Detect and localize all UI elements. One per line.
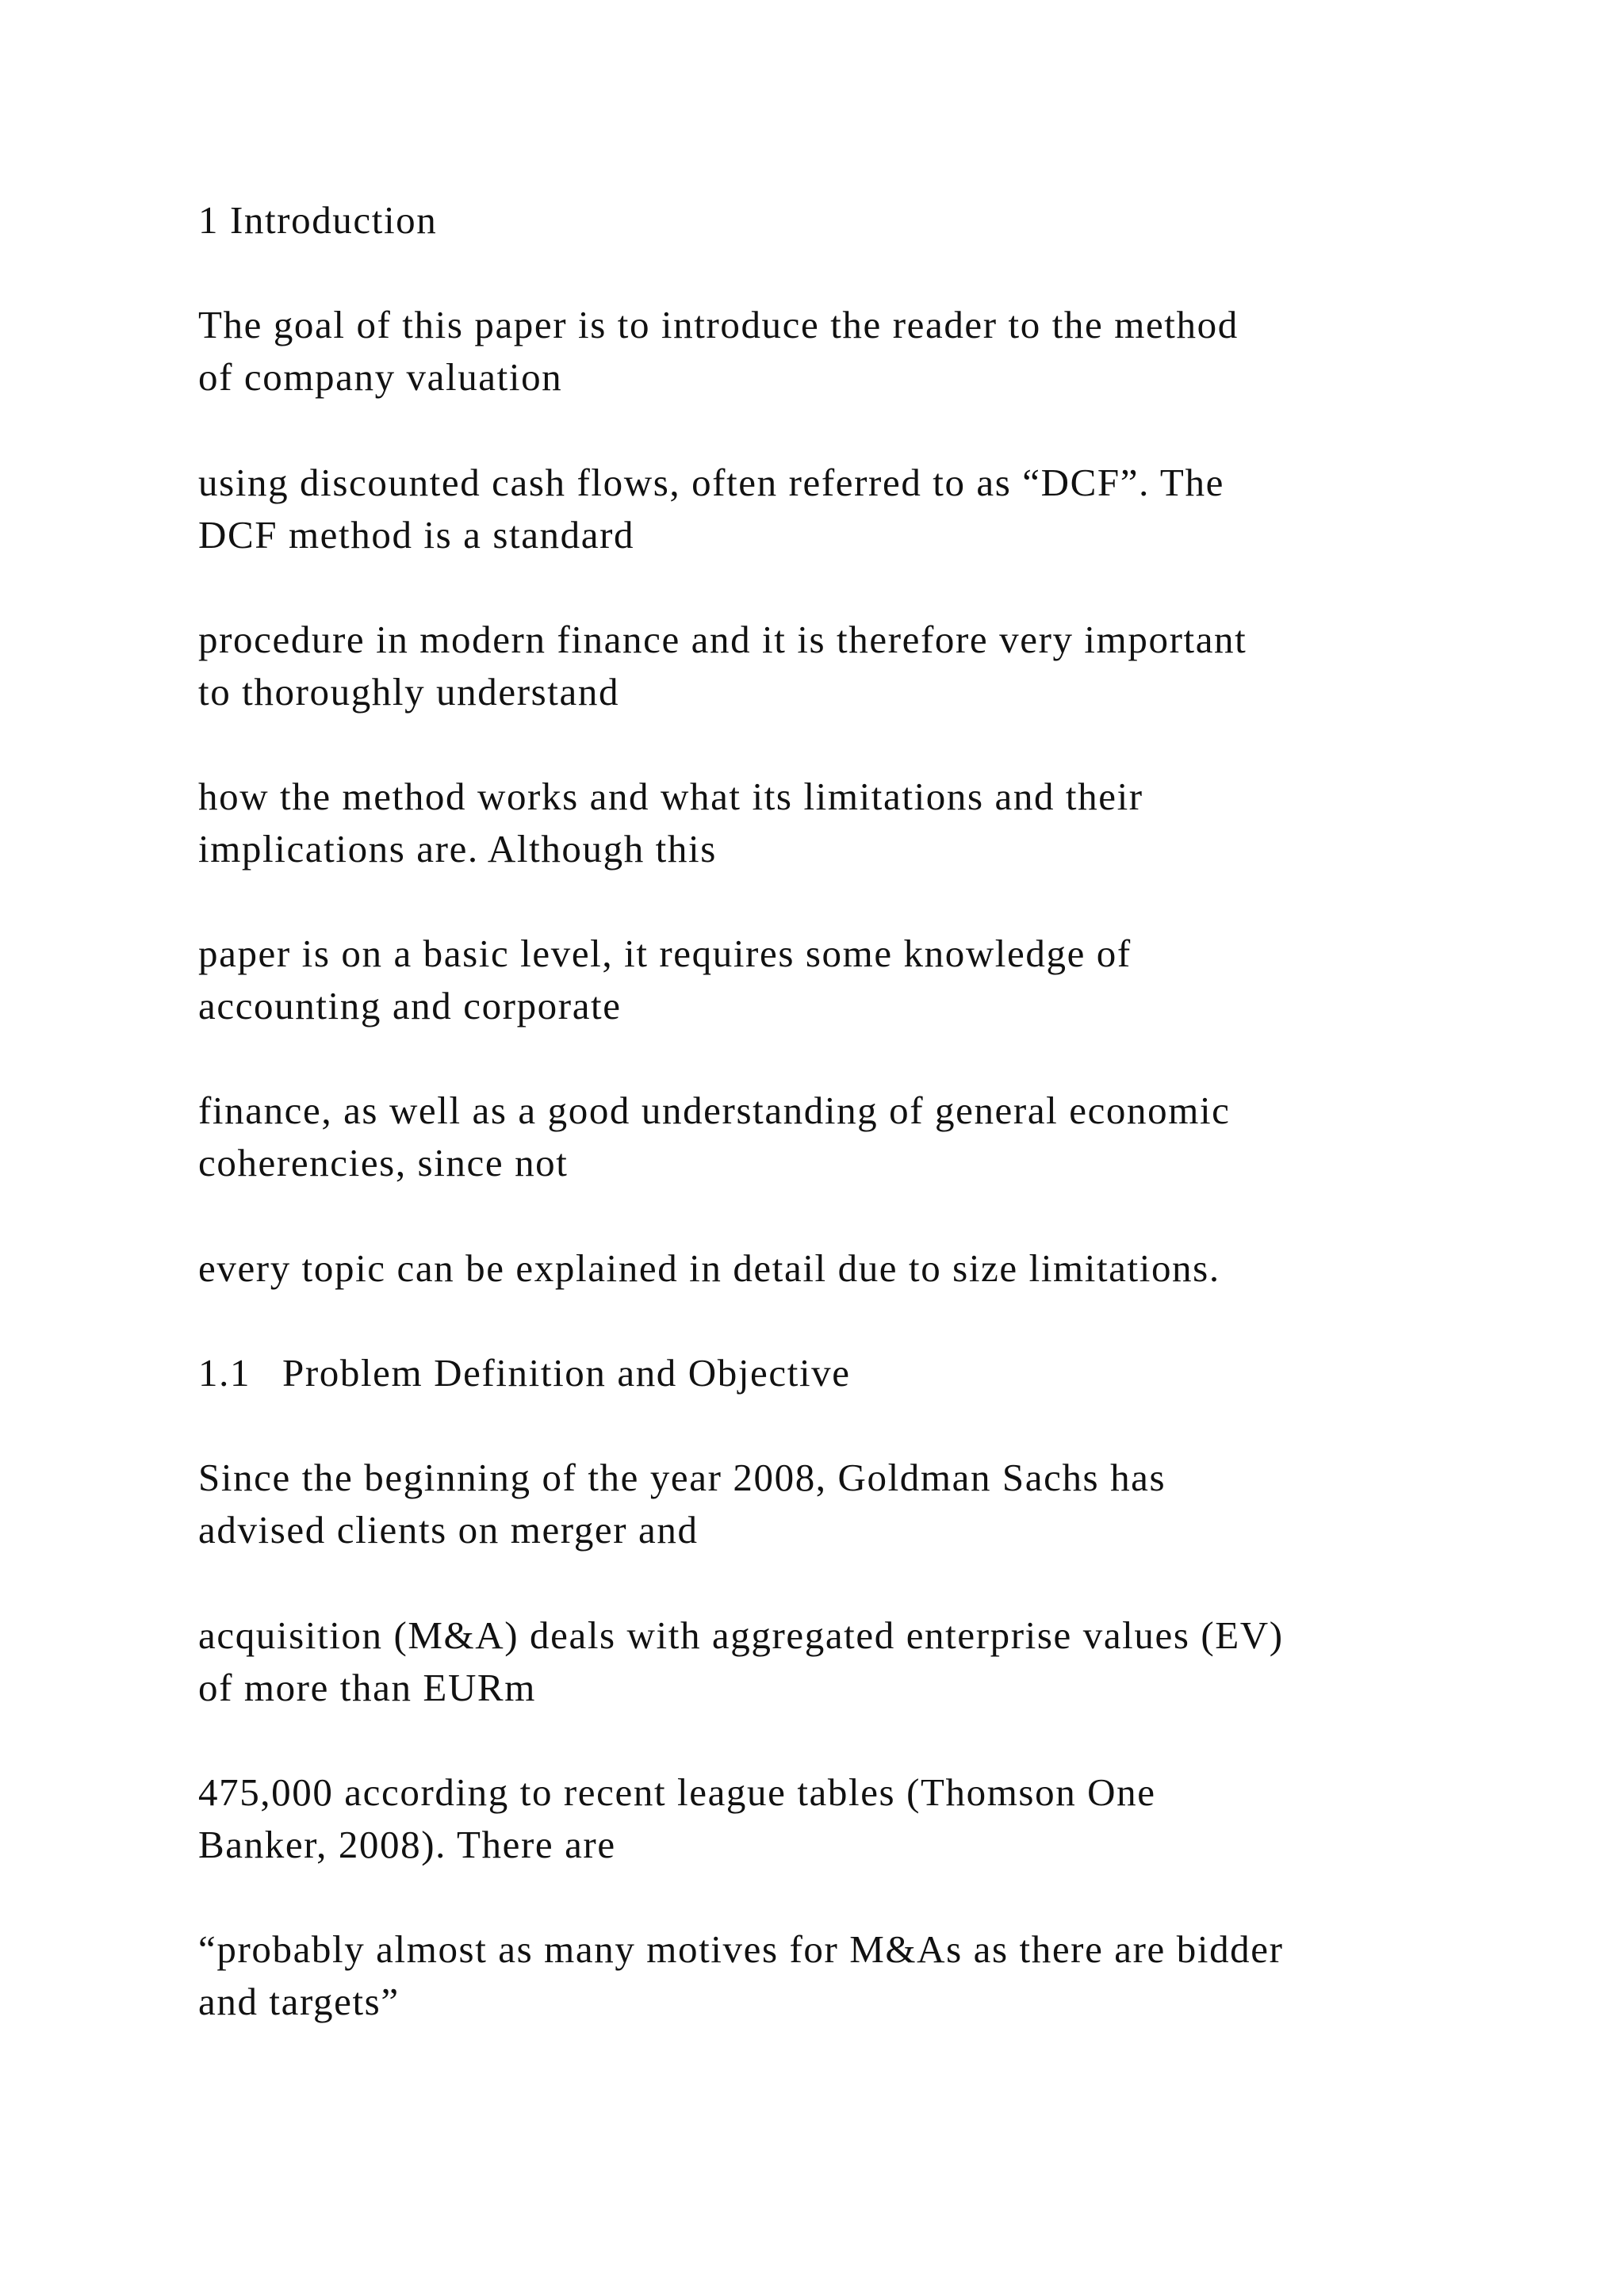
section-heading: [198, 194, 1435, 247]
text-line: accounting and corporate: [198, 984, 622, 1027]
text-line: Banker, 2008). There are: [198, 1823, 616, 1866]
text-line: to thoroughly understand: [198, 670, 620, 714]
paragraph: [198, 1923, 1435, 2028]
paragraph: [198, 1766, 1435, 1871]
text-line: DCF method is a standard: [198, 513, 635, 557]
text-line: 475,000 according to recent league tables (Thomson One: [198, 1770, 1156, 1814]
text-line: advised clients on merger and: [198, 1508, 699, 1552]
text-line: every topic can be explained in detail due to size limitations.: [198, 1246, 1220, 1290]
paragraph: [198, 1609, 1435, 1714]
text-line: implications are. Although this: [198, 827, 717, 871]
text-line: The goal of this paper is to introduce the reader to the method: [198, 303, 1239, 346]
paragraph: [198, 614, 1435, 718]
paragraph: [198, 1242, 1435, 1295]
text-line: “probably almost as many motives for M&As as there are bidder: [198, 1927, 1284, 1971]
text-line: of company valuation: [198, 355, 563, 399]
paragraph: [198, 771, 1435, 875]
subsection-number: 1.1: [198, 1351, 251, 1395]
text-line: how the method works and what its limitations and their: [198, 775, 1143, 818]
paragraph: [198, 928, 1435, 1032]
heading-text: 1 Introduction: [198, 198, 438, 242]
subsection-title: Problem Definition and Objective: [282, 1351, 851, 1395]
text-line: coherencies, since not: [198, 1141, 569, 1184]
text-line: Since the beginning of the year 2008, Goldman Sachs has: [198, 1456, 1166, 1499]
text-line: acquisition (M&A) deals with aggregated enterprise values (EV): [198, 1613, 1284, 1657]
text-line: of more than EURm: [198, 1666, 536, 1709]
text-line: finance, as well as a good understanding of general economic: [198, 1089, 1231, 1132]
text-line: and targets”: [198, 1980, 400, 2023]
subsection-heading: [198, 1347, 1435, 1399]
text-line: using discounted cash flows, often referred to as “DCF”. The: [198, 461, 1224, 504]
paragraph: [198, 1452, 1435, 1556]
text-line: paper is on a basic level, it requires some knowledge of: [198, 932, 1132, 975]
paragraph: [198, 457, 1435, 561]
text-line: procedure in modern finance and it is therefore very important: [198, 618, 1247, 661]
paragraph: [198, 299, 1435, 404]
paragraph: [198, 1085, 1435, 1189]
